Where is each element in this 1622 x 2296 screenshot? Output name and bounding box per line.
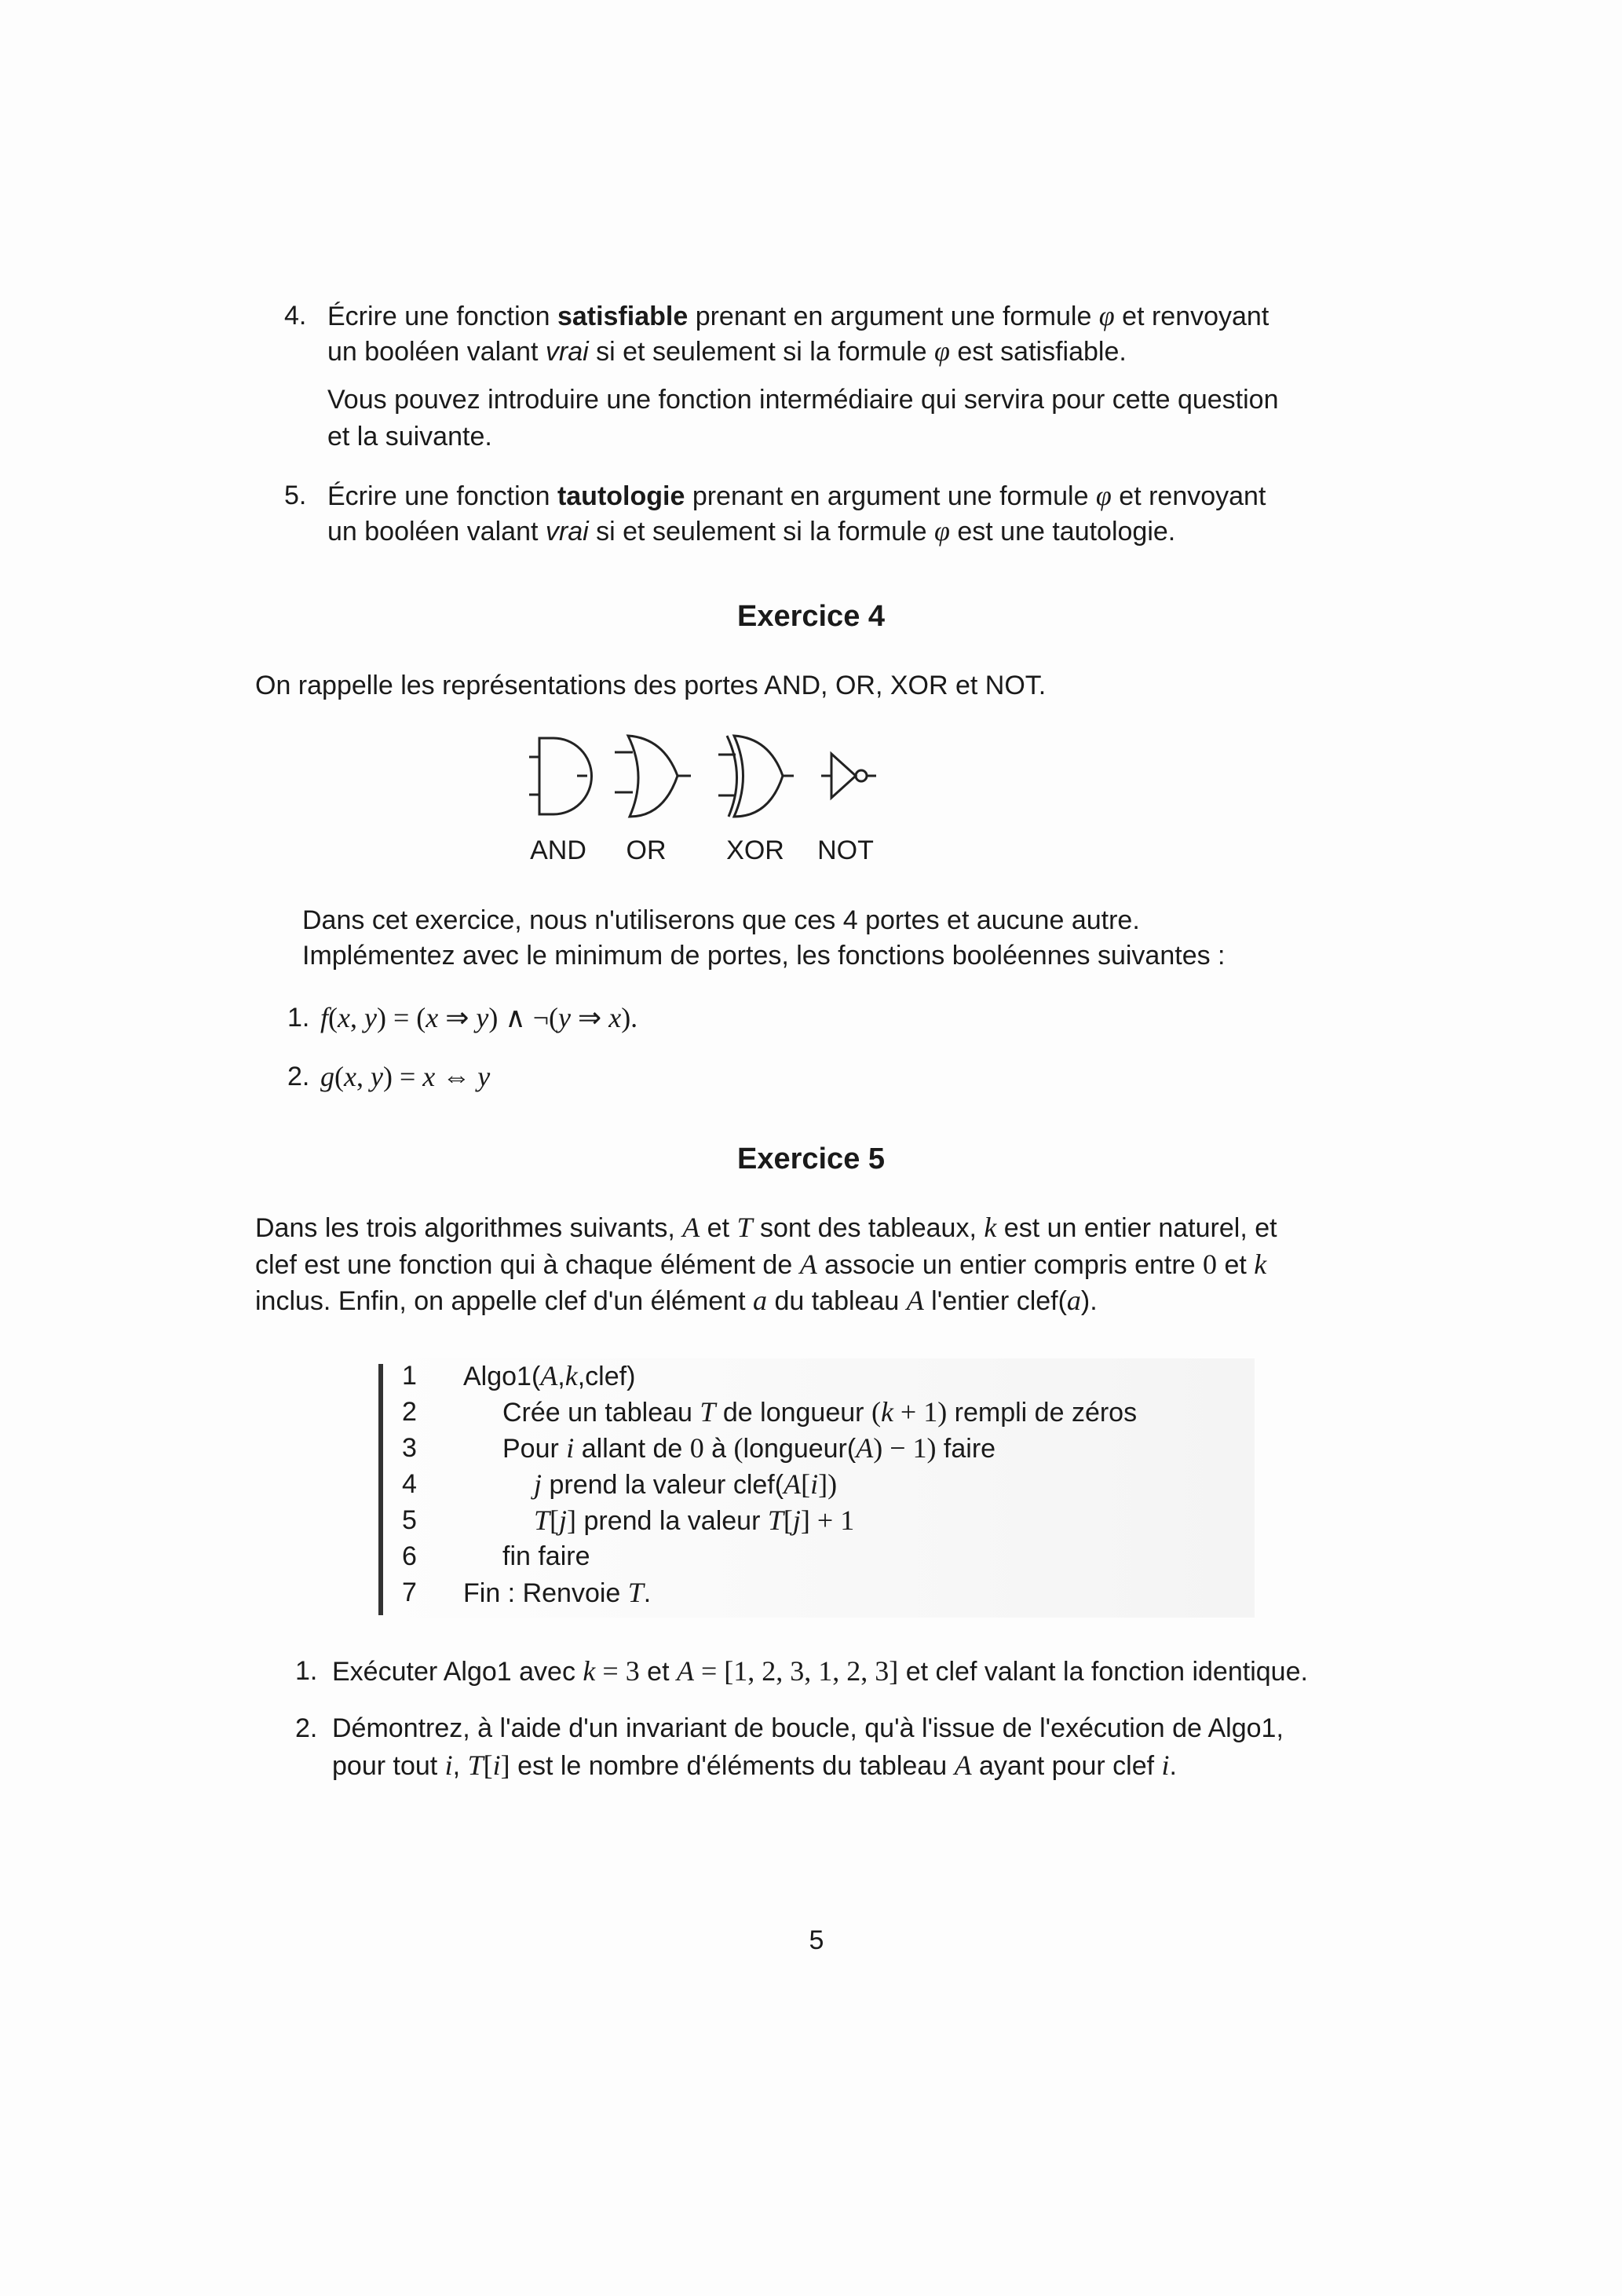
text-segment: g: [320, 1061, 334, 1092]
text-segment: Vous pouvez introduire une fonction intermédiaire qui servira pour cette question: [327, 385, 1279, 415]
text-segment: A: [906, 1285, 924, 1316]
text-segment: du tableau: [767, 1286, 907, 1316]
text-segment: (: [871, 1396, 881, 1428]
text-segment: [: [550, 1504, 560, 1536]
text-segment: prend la valeur: [576, 1506, 768, 1536]
text-segment: ,: [350, 1002, 364, 1033]
text-segment: Implémentez avec le minimum de portes, les fonctions booléennes suivantes :: [302, 941, 1226, 971]
algo-line-number: 2: [402, 1397, 417, 1427]
algo-line-number: 7: [402, 1578, 417, 1607]
list-number: 1.: [295, 1656, 318, 1686]
text-segment: et: [639, 1657, 677, 1687]
text-segment: i: [444, 1749, 453, 1781]
text-segment: y: [558, 1002, 572, 1033]
list-item-line: [327, 333, 1127, 370]
text-segment: ,clef): [577, 1362, 636, 1391]
text-segment: rempli de zéros: [947, 1398, 1138, 1428]
list-number: 4.: [284, 301, 307, 331]
text-segment: Dans cet exercice, nous n'utiliserons que ces 4 portes et aucune autre.: [302, 905, 1140, 935]
text-segment: y: [364, 1002, 377, 1033]
text-segment: + 1): [893, 1396, 948, 1428]
text-segment: Démontrez, à l'aide d'un invariant de boucle, qu'à l'issue de l'exécution de Algo1,: [332, 1713, 1284, 1743]
text-segment: 0: [1203, 1249, 1218, 1280]
text-segment: (: [733, 1432, 743, 1464]
text-segment: x: [344, 1061, 356, 1092]
text-segment: x: [426, 1002, 439, 1033]
text-segment: clef est une fonction qui à chaque élément de: [255, 1250, 800, 1280]
formula-line: [320, 1058, 490, 1095]
list-item-line: [327, 477, 1266, 514]
text-segment: ⇒: [571, 1002, 609, 1033]
xor-gate-icon: [718, 736, 794, 817]
text-segment: = 3: [595, 1655, 640, 1687]
question-line: [332, 1653, 1308, 1690]
text-segment: ,: [452, 1751, 468, 1781]
text-segment: A: [676, 1655, 694, 1687]
list-number: 5.: [284, 481, 307, 510]
text-segment: f: [320, 1002, 329, 1033]
text-segment: T: [736, 1212, 753, 1243]
list-item-line: [327, 419, 492, 455]
algo-line: [502, 1538, 590, 1574]
text-segment: T: [767, 1504, 784, 1536]
text-segment: ayant pour clef: [971, 1751, 1162, 1781]
gate-label-xor: XOR: [726, 835, 784, 865]
text-segment: .: [643, 1578, 652, 1608]
text-segment: j: [792, 1504, 801, 1536]
text-segment: prenant en argument une formule: [688, 302, 1099, 331]
text-segment: prend la valeur clef(: [542, 1470, 784, 1500]
text-segment: j: [534, 1468, 542, 1500]
question-line: [332, 1747, 1177, 1784]
text-segment: .: [1169, 1751, 1177, 1781]
text-segment: y: [477, 1061, 491, 1092]
text-segment: inclus. Enfin, on appelle clef d'un élément: [255, 1286, 753, 1316]
text-segment: A: [784, 1468, 802, 1500]
text-segment: (: [334, 1061, 344, 1092]
text-segment: ]: [500, 1749, 510, 1781]
text-segment: est un entier naturel, et: [996, 1213, 1277, 1243]
text-segment: A: [856, 1432, 874, 1464]
text-segment: i: [566, 1432, 575, 1464]
text-segment: φ: [934, 335, 950, 367]
and-gate-icon: [529, 738, 592, 814]
text-segment: k: [583, 1655, 596, 1687]
paragraph-line: [302, 938, 1226, 974]
text-segment: Écrire une fonction: [327, 481, 557, 511]
gate-label-and: AND: [530, 835, 586, 865]
algo-line: [534, 1502, 854, 1539]
gate-label-not: NOT: [817, 835, 874, 865]
list-item-line: [327, 382, 1279, 418]
text-segment: T: [534, 1504, 550, 1536]
text-segment: A: [682, 1212, 700, 1243]
text-segment: 0: [689, 1432, 704, 1464]
text-segment: un booléen valant: [327, 517, 546, 547]
text-segment: vrai: [545, 517, 589, 547]
text-segment: Fin : Renvoie: [463, 1578, 628, 1608]
text-segment: φ: [934, 515, 950, 547]
text-segment: [: [801, 1468, 811, 1500]
text-segment: vrai: [545, 337, 589, 367]
text-segment: de longueur: [715, 1398, 871, 1428]
algo-line-number: 5: [402, 1505, 417, 1535]
list-number: 1.: [287, 1003, 310, 1033]
paragraph-line: [255, 1209, 1277, 1246]
paragraph-line: [255, 1246, 1266, 1283]
text-segment: pour tout: [332, 1751, 445, 1781]
text-segment: A: [799, 1249, 817, 1280]
algo-line: [502, 1394, 1137, 1431]
paragraph-line: [302, 902, 1140, 938]
text-segment: T: [700, 1396, 716, 1428]
text-segment: Écrire une fonction: [327, 302, 557, 331]
or-gate-icon: [615, 736, 691, 817]
text-segment: longueur(: [743, 1434, 857, 1464]
text-segment: ,: [557, 1362, 565, 1391]
text-segment: i: [1161, 1749, 1170, 1781]
algo-line: [463, 1358, 635, 1395]
text-segment: et la suivante.: [327, 422, 492, 452]
list-number: 2.: [287, 1062, 310, 1091]
text-segment: ).: [621, 1002, 638, 1033]
gate-label-or: OR: [626, 835, 667, 865]
text-segment: ).: [1080, 1286, 1098, 1316]
text-segment: est une tautologie.: [949, 517, 1176, 547]
question-line: [332, 1710, 1284, 1746]
text-segment: φ: [1098, 300, 1115, 331]
text-segment: tautologie: [557, 481, 685, 511]
exercise-5-title: Exercice 5: [736, 1143, 886, 1175]
text-segment: faire: [936, 1434, 996, 1464]
not-gate-icon: [821, 754, 876, 798]
text-segment: ,: [356, 1061, 371, 1092]
exercise-4-intro: On rappelle les représentations des portes AND, OR, XOR et NOT.: [255, 671, 1047, 700]
text-segment: est satisfiable.: [949, 337, 1127, 367]
text-segment: un booléen valant: [327, 337, 546, 367]
text-segment: x: [338, 1002, 350, 1033]
text-segment: y: [476, 1002, 489, 1033]
text-segment: ) ∧ ¬(: [488, 1002, 559, 1033]
text-segment: φ: [1095, 480, 1112, 511]
text-segment: et clef valant la fonction identique.: [898, 1657, 1308, 1687]
paragraph-line: [255, 1282, 1098, 1319]
text-segment: i: [492, 1749, 501, 1781]
text-segment: = [1, 2, 3, 1, 2, 3]: [693, 1655, 899, 1687]
algo-line-number: 4: [402, 1469, 417, 1499]
text-segment: x: [608, 1002, 622, 1033]
text-segment: sont des tableaux,: [752, 1213, 985, 1243]
text-segment: Dans les trois algorithmes suivants,: [255, 1213, 683, 1243]
text-segment: à: [703, 1434, 734, 1464]
text-segment: T: [627, 1577, 644, 1608]
text-segment: T: [467, 1749, 484, 1781]
algo-line: [502, 1430, 995, 1467]
text-segment: ⇒: [438, 1002, 477, 1033]
text-segment: ⇔: [435, 1061, 478, 1092]
exercise-4-title: Exercice 4: [736, 600, 886, 633]
algo-line-number: 3: [402, 1433, 417, 1463]
list-item-line: [327, 513, 1175, 550]
text-segment: ) = (: [376, 1002, 426, 1033]
text-segment: est le nombre d'éléments du tableau: [510, 1751, 955, 1781]
text-segment: ]: [567, 1504, 577, 1536]
text-segment: A: [540, 1360, 558, 1391]
text-segment: fin faire: [502, 1541, 590, 1571]
algo-line-number: 6: [402, 1541, 417, 1571]
text-segment: et: [700, 1213, 737, 1243]
text-segment: et renvoyant: [1114, 302, 1269, 331]
page-number: 5: [809, 1925, 824, 1955]
list-number: 2.: [295, 1713, 318, 1743]
text-segment: et renvoyant: [1111, 481, 1266, 511]
text-segment: [: [783, 1504, 793, 1536]
text-segment: y: [370, 1061, 383, 1092]
algorithm-left-rule: [378, 1364, 383, 1615]
text-segment: Exécuter Algo1 avec: [332, 1657, 583, 1687]
text-segment: ) − 1): [873, 1432, 937, 1464]
text-segment: si et seulement si la formule: [588, 517, 934, 547]
text-segment: A: [954, 1749, 972, 1781]
algo-line-number: 1: [402, 1361, 417, 1391]
text-segment: Pour: [502, 1434, 567, 1464]
text-segment: ]): [818, 1468, 838, 1500]
text-segment: j: [559, 1504, 568, 1536]
text-segment: k: [880, 1396, 893, 1428]
text-segment: allant de: [574, 1434, 690, 1464]
text-segment: x: [422, 1061, 436, 1092]
text-segment: l'entier clef(: [923, 1286, 1067, 1316]
algo-line: [534, 1466, 837, 1503]
text-segment: a: [1066, 1285, 1081, 1316]
text-segment: k: [1254, 1249, 1267, 1280]
text-segment: ] + 1: [800, 1504, 855, 1536]
text-segment: Algo1(: [463, 1362, 541, 1391]
text-segment: i: [810, 1468, 819, 1500]
text-segment: [: [483, 1749, 493, 1781]
text-segment: ) =: [382, 1061, 423, 1092]
text-segment: a: [753, 1285, 767, 1316]
text-segment: k: [984, 1212, 997, 1243]
text-segment: (: [328, 1002, 338, 1033]
text-segment: satisfiable: [557, 302, 689, 331]
formula-line: [320, 1000, 637, 1036]
list-item-line: [327, 298, 1269, 335]
text-segment: associe un entier compris entre: [816, 1250, 1204, 1280]
text-segment: prenant en argument une formule: [685, 481, 1096, 511]
text-segment: si et seulement si la formule: [588, 337, 934, 367]
text-segment: k: [564, 1360, 578, 1391]
text-segment: Crée un tableau: [502, 1398, 700, 1428]
algo-line: [463, 1574, 651, 1611]
text-segment: et: [1217, 1250, 1255, 1280]
